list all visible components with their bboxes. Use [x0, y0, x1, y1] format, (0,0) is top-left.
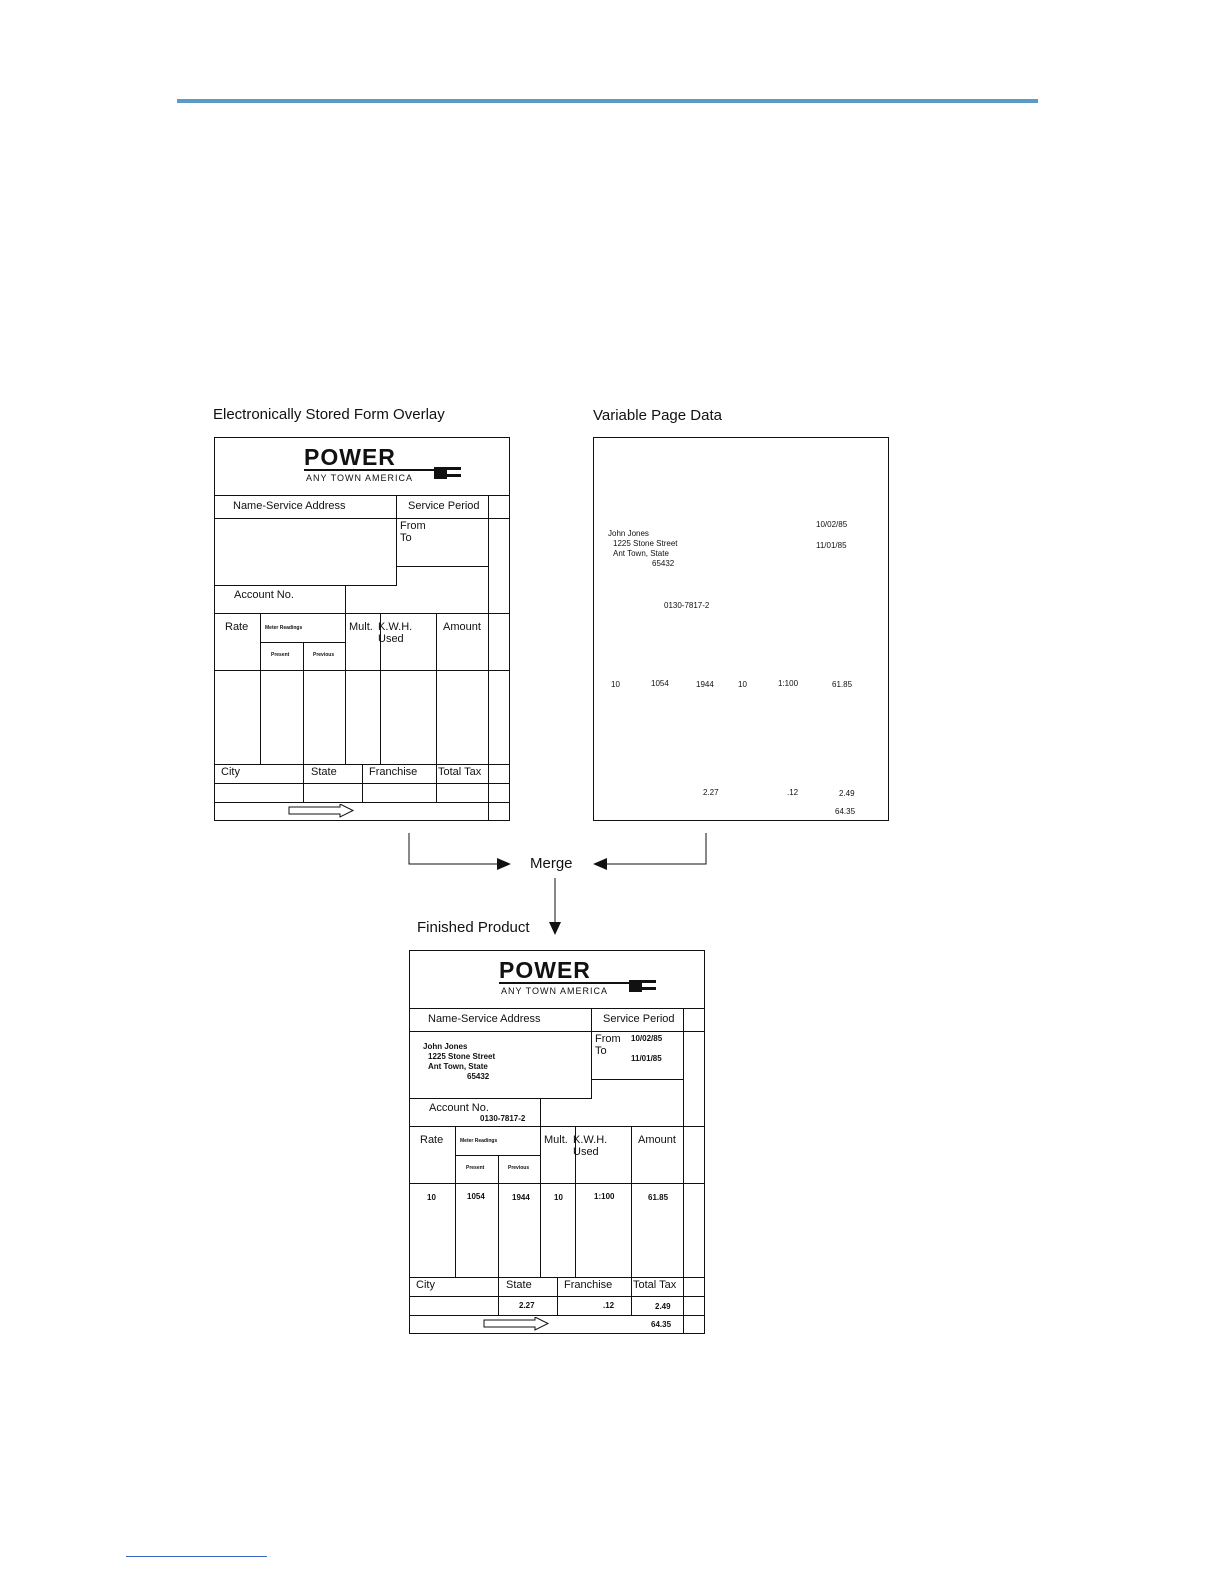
label-franchise: Franchise: [369, 766, 418, 778]
caption-overlay: Electronically Stored Form Overlay: [213, 406, 445, 423]
left-arrow-head: [497, 858, 511, 870]
form-variable: [593, 437, 889, 821]
var-previous: 1944: [696, 680, 714, 689]
label-used: Used: [378, 633, 404, 645]
logo-word: POWER: [304, 444, 396, 470]
merged-franchise-tax: .12: [603, 1301, 615, 1310]
merged-city-state: Ant Town, State: [428, 1062, 488, 1071]
label-account-no: Account No.: [429, 1102, 489, 1114]
right-arrow-line: [606, 833, 706, 864]
rule-h1: [215, 495, 509, 496]
var-rate: 10: [611, 680, 620, 689]
var-franchise-tax: .12: [787, 788, 799, 797]
rule-v-rate: [455, 1126, 456, 1277]
merged-to-date: 11/01/85: [631, 1054, 662, 1063]
var-kwh: 1:100: [778, 679, 799, 688]
label-present: Present: [466, 1165, 485, 1171]
rule-h4: [215, 670, 509, 671]
label-amount: Amount: [638, 1134, 676, 1146]
label-mult: Mult.: [544, 1134, 568, 1146]
logo-word: POWER: [499, 957, 591, 983]
var-to-date: 11/01/85: [816, 541, 847, 550]
var-amount: 61.85: [832, 680, 853, 689]
rule-v-amount: [631, 1126, 632, 1316]
label-from: From: [400, 520, 426, 532]
caption-variable: Variable Page Data: [593, 407, 722, 424]
rule-h6: [410, 1296, 704, 1297]
label-kwh: K.W.H.: [573, 1134, 608, 1146]
rule-v-right: [488, 495, 489, 821]
rule-v-service: [396, 495, 397, 585]
rule-h1: [410, 1008, 704, 1009]
rule-v-account: [540, 1098, 541, 1126]
label-rate: Rate: [420, 1134, 444, 1146]
merged-street: 1225 Stone Street: [428, 1052, 496, 1061]
merged-rate: 10: [427, 1193, 436, 1202]
label-name-service-address: Name-Service Address: [428, 1013, 541, 1025]
var-present: 1054: [651, 679, 669, 688]
var-total: 64.35: [835, 807, 856, 816]
merged-total-tax: 2.49: [655, 1302, 671, 1311]
label-service-period: Service Period: [408, 500, 480, 512]
left-arrow-line: [409, 833, 498, 864]
rule-v-account: [345, 585, 346, 613]
label-previous: Previous: [313, 652, 335, 658]
label-rate: Rate: [225, 621, 249, 633]
var-city-state: Ant Town, State: [613, 549, 669, 558]
rule-v-mult: [540, 1126, 541, 1277]
rule-v-mult: [345, 613, 346, 764]
label-used: Used: [573, 1146, 599, 1158]
label-to: To: [400, 532, 412, 544]
caption-merge: Merge: [530, 855, 573, 872]
label-meter-readings: Meter Readings: [265, 625, 303, 631]
rule-h2: [215, 518, 509, 519]
label-name-service-address: Name-Service Address: [233, 500, 346, 512]
down-arrow-head: [549, 922, 561, 935]
form-overlay: [214, 437, 510, 821]
rule-h-address: [410, 1098, 592, 1099]
form-finished: [409, 950, 705, 1334]
var-from-date: 10/02/85: [816, 520, 848, 529]
label-total-tax: Total Tax: [438, 766, 482, 778]
label-previous: Previous: [508, 1165, 530, 1171]
label-amount: Amount: [443, 621, 481, 633]
var-mult: 10: [738, 680, 747, 689]
merged-present: 1054: [467, 1192, 485, 1201]
label-present: Present: [271, 652, 290, 658]
logo-subtitle: ANY TOWN AMERICA: [306, 473, 414, 483]
label-city: City: [221, 766, 240, 778]
logo-subtitle: ANY TOWN AMERICA: [501, 986, 609, 996]
rule-h-period: [396, 566, 489, 567]
merged-previous: 1944: [512, 1193, 530, 1202]
var-account: 0130-7817-2: [664, 601, 710, 610]
rule-h7: [215, 802, 509, 803]
footer-rule: [126, 1556, 267, 1557]
rule-v-present: [303, 642, 304, 764]
merged-amount: 61.85: [648, 1193, 669, 1202]
label-franchise: Franchise: [564, 1279, 613, 1291]
rule-v-rate: [260, 613, 261, 764]
merged-total: 64.35: [651, 1320, 672, 1329]
var-name: John Jones: [608, 529, 649, 538]
rule-h-address: [215, 585, 397, 586]
rule-v-service: [591, 1008, 592, 1098]
merged-account: 0130-7817-2: [480, 1114, 526, 1123]
merged-from-date: 10/02/85: [631, 1034, 663, 1043]
label-account-no: Account No.: [234, 589, 294, 601]
merged-mult: 10: [554, 1193, 563, 1202]
merged-zip: 65432: [467, 1072, 490, 1081]
rule-h7: [410, 1315, 704, 1316]
merged-name: John Jones: [423, 1042, 468, 1051]
label-from: From: [595, 1033, 621, 1045]
right-arrow-head: [593, 858, 607, 870]
rule-v-present: [498, 1155, 499, 1277]
label-state: State: [506, 1279, 532, 1291]
caption-finished: Finished Product: [417, 919, 530, 936]
var-street: 1225 Stone Street: [613, 539, 678, 548]
label-state: State: [311, 766, 337, 778]
merged-state-tax: 2.27: [519, 1301, 535, 1310]
label-meter-readings: Meter Readings: [460, 1138, 498, 1144]
label-total-tax: Total Tax: [633, 1279, 677, 1291]
var-zip: 65432: [652, 559, 675, 568]
merged-kwh: 1:100: [594, 1192, 615, 1201]
rule-h6: [215, 783, 509, 784]
label-mult: Mult.: [349, 621, 373, 633]
label-kwh: K.W.H.: [378, 621, 413, 633]
rule-h2: [410, 1031, 704, 1032]
var-state-tax: 2.27: [703, 788, 719, 797]
rule-h4: [410, 1183, 704, 1184]
var-total-tax: 2.49: [839, 789, 855, 798]
rule-h-period: [591, 1079, 684, 1080]
label-city: City: [416, 1279, 435, 1291]
rule-v-right: [683, 1008, 684, 1334]
arrow-outline-icon: [288, 804, 358, 818]
label-service-period: Service Period: [603, 1013, 675, 1025]
rule-v-amount: [436, 613, 437, 803]
label-to: To: [595, 1045, 607, 1057]
arrow-outline-icon: [483, 1317, 553, 1331]
